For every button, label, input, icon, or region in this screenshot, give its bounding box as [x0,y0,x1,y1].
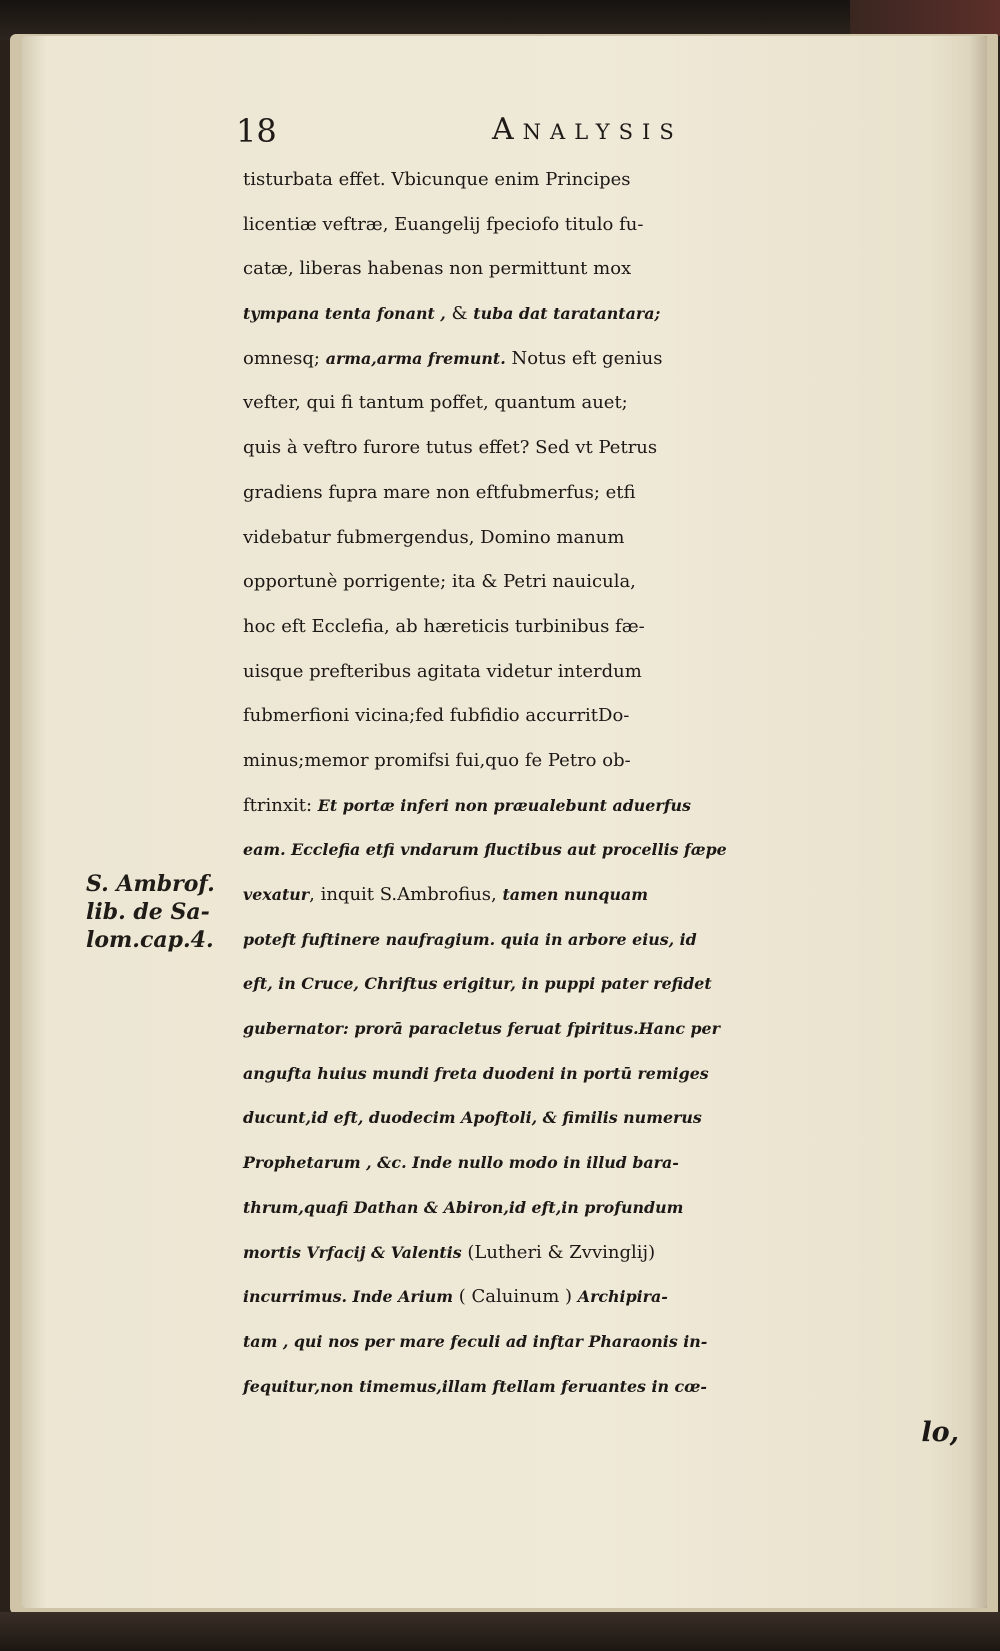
italic-text: tamen nunquam [502,885,648,904]
italic-text: incurrimus. Inde Arium [243,1287,453,1307]
roman-text: gradiens fupra mare non eftfubmerfus; etfi [243,481,636,503]
roman-text: minus;memor promifsi fui,quo fe Petro ob- [243,749,631,771]
text-line [243,1096,973,1141]
italic-text: poteft fuftinere naufragium. quia in arbore eius, id [243,929,697,949]
text-line [243,292,973,337]
italic-text: thrum,quafi Dathan & Abiron,id eft,in profundum [243,1197,684,1217]
text-line [243,337,973,382]
text-line [243,381,973,426]
text-line [243,1231,973,1276]
text-line [243,1365,973,1410]
text-line [243,203,973,248]
italic-text: Et portæ inferi non præualebunt aduerfus [317,795,691,815]
binding-strap [850,0,1000,36]
text-line [243,471,973,516]
text-line [243,650,973,695]
roman-text: tisturbata effet. Vbicunque enim Principes [243,169,631,190]
italic-text: eam. Ecclefia etfi vndarum fluctibus aut procellis fæpe [243,840,727,860]
text-line [243,694,973,739]
text-line [243,1320,973,1365]
italic-text: fequitur,non timemus,illam ftellam feruantes in cœ- [243,1376,707,1396]
roman-text: vefter, qui fi tantum poffet, quantum auet; [243,392,628,414]
italic-text: arma,arma fremunt. [325,348,506,368]
roman-text: omnesq; [243,347,326,369]
text-line [243,1186,973,1231]
marginal-note [86,870,236,954]
text-line [243,247,973,292]
text-line [243,516,973,561]
italic-text: gubernator: prorā paracletus feruat fpiritus.Hanc per [243,1019,720,1039]
text-line [243,962,973,1007]
roman-text: catæ, liberas habenas non permittunt mox [243,258,632,280]
roman-text: hoc eft Ecclefia, ab hæreticis turbinibus fæ- [243,615,645,637]
text-line [243,1052,973,1097]
text-line [243,560,973,605]
marginal-note-line: S. Ambrof. [86,871,215,897]
italic-text: angufta huius mundi freta duodeni in portū remiges [243,1063,709,1083]
roman-text: Notus eft genius [505,347,663,369]
text-line [243,739,973,784]
text-line [243,1275,973,1320]
page-number: 18 [236,112,277,150]
roman-text: uisque prefteribus agitata videtur interdum [243,660,642,682]
roman-text: fubmerfioni vicina;fed fubfidio accurritDo- [243,705,630,727]
page-header [0,112,1000,152]
body-text [243,158,973,1454]
italic-text: tuba dat taratantara; [473,304,661,324]
italic-text: mortis Vrfacij & Valentis [243,1242,462,1262]
italic-text: Archipira- [577,1287,668,1307]
marginal-note-line: lom.cap.4. [86,927,214,953]
roman-text: quis à veftro furore tutus effet? Sed vt Petrus [243,437,658,459]
catchword-text: lo, [921,1417,959,1449]
roman-text: , inquit S.Ambrofius, [309,884,503,905]
text-line [243,1007,973,1052]
text-line [243,873,973,918]
italic-text: eft, in Cruce, Chriftus erigitur, in puppi pater refidet [243,974,712,994]
roman-text: & [445,303,474,325]
italic-text: tympana tenta fonant , [243,304,446,324]
italic-text: Prophetarum , &c. Inde nullo modo in illud bara- [243,1153,679,1173]
roman-text: videbatur fubmergendus, Domino manum [243,526,625,548]
roman-text: (Lutheri & Zvvinglij) [461,1241,656,1263]
italic-text: vexatur [243,885,310,904]
text-line [243,828,973,873]
text-line [243,158,973,203]
italic-text: ducunt,id eft, duodecim Apoftoli, & fimilis numerus [243,1108,702,1128]
text-line [243,426,973,471]
italic-text: tam , qui nos per mare feculi ad inftar Pharaonis in- [243,1331,708,1351]
text-line [243,784,973,829]
text-line [243,918,973,963]
roman-text: opportunè porrigente; ita & Petri nauicula, [243,571,636,593]
running-title: Analysis [492,112,683,147]
roman-text: ftrinxit: [243,794,318,816]
marginal-note-line: lib. de Sa- [86,899,210,925]
text-line [243,1141,973,1186]
text-line [243,605,973,650]
book-binding-bottom [0,1612,1000,1651]
roman-text: licentiæ veftræ, Euangelij fpeciofo titulo fu- [243,213,644,235]
catchword [243,1409,973,1454]
roman-text: ( Caluinum ) [453,1286,578,1308]
